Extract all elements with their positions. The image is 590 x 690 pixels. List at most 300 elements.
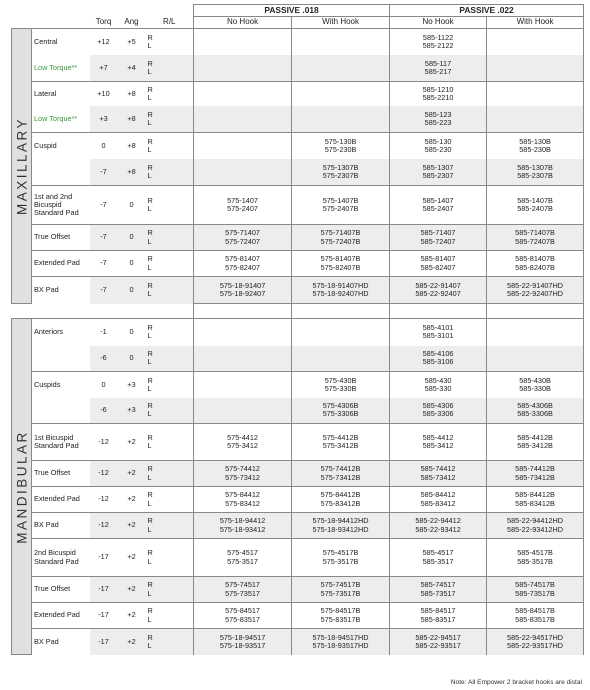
torq-value: -1 [90,319,118,346]
table-row [12,577,584,603]
left-marker: L [147,262,152,272]
left-marker: L [147,144,152,154]
left-marker: L [147,170,152,180]
torq-value: -7 [90,277,118,304]
table-row [12,539,584,577]
tooth-name: BX Pad [32,629,90,655]
part-number-left: 585-330 [424,383,452,393]
part-cell [194,487,292,513]
part-number-right: 585-1122 [422,32,454,42]
right-marker: R [147,349,153,359]
part-number-left: 575-230B [324,144,357,154]
side-rl [146,539,194,577]
part-number-right: 575-4517 [227,548,258,558]
part-cell [194,424,292,461]
part-number-left: 585-3106 [422,357,454,367]
part-number-left: 585-22-93517 [415,640,461,650]
part-cell [292,55,390,82]
right-marker: R [147,490,153,500]
part-number-right: 575-18-94412 [219,516,266,526]
ang-value: +2 [118,603,146,629]
part-number-left: 585-2210 [422,92,454,102]
table-row [12,251,584,277]
part-number-left: 585-82407 [420,262,456,272]
part-cell [194,603,292,629]
part-cell [194,629,292,655]
part-number-left: 585-73517B [515,588,555,598]
left-marker: L [147,66,152,76]
part-number-left: 585-223 [424,117,452,127]
part-number-right: 585-4412B [517,432,553,442]
part-cell [292,603,390,629]
part-number-left: 575-18-92407HD [312,289,369,298]
maxillary-label-text: MAXILLARY [13,116,29,216]
part-cell [194,319,292,346]
maxillary-side-label [12,29,32,304]
part-number-right: 585-430B [519,375,551,385]
tooth-name: 2nd Bicuspid Standard Pad [32,539,90,577]
part-cell [292,539,390,577]
left-marker: L [147,289,152,299]
left-marker: L [147,441,152,450]
part-number-left: 585-83517 [420,614,456,624]
ang-value: 0 [118,277,146,304]
part-number-left: 585-3517B [517,556,553,566]
part-number-right: 575-130B [324,136,357,146]
part-number-left: 575-3517 [227,556,258,566]
torq-value: -17 [90,577,118,603]
part-cell [390,319,487,346]
part-number-left: 585-3412 [422,441,454,450]
tooth-name [32,346,90,372]
part-number-left: 575-3412 [227,441,258,450]
part-number-right: 585-22-94517HD [507,632,564,642]
right-marker: R [147,323,153,333]
tooth-name [32,159,90,186]
part-number-right: 585-74412 [420,464,456,474]
torq-value: -17 [90,539,118,577]
tooth-name: Anteriors [32,319,90,346]
right-marker: R [147,136,153,146]
part-number-left: 575-2307B [322,170,359,180]
part-cell [487,629,584,655]
left-marker: L [147,409,152,419]
right-marker: R [147,58,153,68]
right-marker: R [147,228,153,238]
table-row [12,487,584,513]
part-cell [292,424,390,461]
part-cell [292,82,390,106]
part-cell [194,346,292,372]
right-marker: R [147,580,153,590]
part-cell [194,225,292,251]
part-number-right: 575-4412 [227,432,258,442]
right-marker: R [147,401,153,411]
tooth-name: Cuspids [32,372,90,398]
side-rl [146,319,194,346]
table-row [12,106,584,133]
part-number-left: 585-22-92407HD [507,289,564,298]
part-number-right: 575-18-91407 [219,280,266,290]
side-rl [146,159,194,186]
right-marker: R [147,109,153,119]
torq-value: -12 [90,513,118,539]
torq-value: -12 [90,487,118,513]
mandibular-side-label [12,319,32,655]
part-cell [292,513,390,539]
part-number-left: 585-72407B [515,236,555,246]
part-cell [390,603,487,629]
part-number-left: 585-3101 [422,331,454,341]
part-cell [390,372,487,398]
part-cell [292,106,390,133]
part-number-right: 575-18-94517HD [312,632,369,642]
ang-value: +2 [118,629,146,655]
right-marker: R [147,254,153,264]
part-number-left: 585-217 [424,66,452,76]
ang-value: +2 [118,513,146,539]
part-number-left: 575-18-93412HD [312,524,369,534]
part-cell [390,346,487,372]
group-header-row [12,5,584,17]
ang-value: +8 [118,159,146,186]
part-cell [487,186,584,225]
part-number-left: 585-230 [424,144,452,154]
left-marker: L [147,40,152,50]
left-marker: L [147,614,152,624]
ang-value: +8 [118,106,146,133]
part-cell [390,629,487,655]
part-cell [194,186,292,225]
part-number-right: 585-81407B [515,254,555,264]
part-number-left: 585-83412 [420,498,456,508]
part-cell [292,133,390,159]
ang-value: +3 [118,398,146,424]
part-number-right: 575-74412B [320,464,361,474]
part-number-right: 585-4106 [422,349,454,359]
part-number-left: 585-2407 [422,204,454,213]
part-number-right: 575-84412B [320,490,361,500]
part-number-right: 585-84412 [420,490,456,500]
left-marker: L [147,92,152,102]
part-cell [292,29,390,55]
part-number-right: 585-71407B [515,228,555,238]
table-row [12,461,584,487]
side-rl [146,372,194,398]
torq-value: +7 [90,55,118,82]
part-cell [292,398,390,424]
part-number-right: 585-4517 [422,548,454,558]
bracket-table-container [11,4,584,655]
torq-value: -6 [90,398,118,424]
part-cell [487,277,584,304]
torq-value: +3 [90,106,118,133]
part-cell [292,277,390,304]
right-marker: R [147,464,153,474]
left-marker: L [147,472,152,482]
part-cell [194,55,292,82]
part-number-right: 575-74412 [225,464,260,474]
group-header-022: PASSIVE .022 [390,5,584,17]
mandibular-section [12,319,584,655]
right-marker: R [147,548,153,558]
part-number-right: 575-84412 [225,490,260,500]
part-number-left: 585-3412B [517,441,553,450]
part-number-right: 575-430B [324,375,357,385]
part-cell [487,133,584,159]
tooth-name: True Offset [32,225,90,251]
left-marker: L [147,524,152,534]
table-row [12,159,584,186]
side-rl [146,29,194,55]
ang-value: +2 [118,461,146,487]
part-number-right: 575-4517B [322,548,359,558]
right-marker: R [147,632,153,642]
tooth-name: Extended Pad [32,251,90,277]
tooth-name: Cuspid [32,133,90,159]
part-number-right: 585-22-91407HD [507,280,564,290]
part-number-right: 585-130 [424,136,452,146]
side-rl [146,603,194,629]
part-number-left: 575-83517B [320,614,361,624]
part-number-left: 585-73517 [420,588,456,598]
ang-value: +8 [118,82,146,106]
part-cell [390,186,487,225]
part-cell [487,461,584,487]
right-marker: R [147,516,153,526]
part-cell [390,106,487,133]
part-number-left: 585-82407B [515,262,555,272]
part-cell [390,461,487,487]
part-number-left: 575-73412B [320,472,361,482]
part-number-left: 585-3306 [422,409,454,419]
part-number-left: 585-2407B [517,204,553,213]
part-number-right: 585-1307B [517,162,553,172]
part-number-left: 585-3517 [422,556,454,566]
right-marker: R [147,606,153,616]
part-number-right: 575-4412B [322,432,359,442]
part-number-left: 575-18-93412 [219,524,266,534]
part-number-left: 575-73517B [320,588,361,598]
ang-value: +2 [118,487,146,513]
part-cell [390,225,487,251]
table-row [12,629,584,655]
part-cell [292,186,390,225]
table-row [12,424,584,461]
ang-value: +2 [118,424,146,461]
spacer-row [12,304,584,319]
bracket-table [11,4,584,655]
table-row [12,346,584,372]
side-rl [146,225,194,251]
ang-value: +5 [118,29,146,55]
part-number-left: 585-3306B [517,409,553,419]
part-cell [292,346,390,372]
torq-value: +12 [90,29,118,55]
part-number-left: 585-2122 [422,40,454,50]
torq-value: 0 [90,372,118,398]
part-number-left: 575-3306B [322,409,359,419]
part-number-right: 575-81407 [225,254,260,264]
part-cell [194,82,292,106]
torq-value: 0 [90,133,118,159]
side-rl [146,251,194,277]
ang-value: 0 [118,186,146,225]
side-rl [146,424,194,461]
table-row [12,372,584,398]
tooth-name: BX Pad [32,277,90,304]
table-row [12,29,584,55]
footnote: Note: All Empower 2 bracket hooks are distal [450,679,582,686]
table-row [12,133,584,159]
part-number-left: 575-2407 [227,204,258,213]
part-number-left: 575-82407 [225,262,260,272]
part-number-left: 575-18-92407 [219,289,266,298]
rl-header: R/L [163,16,176,26]
part-cell [487,372,584,398]
subheader-018-with-hook: With Hook [292,17,390,29]
table-row [12,277,584,304]
part-cell [390,513,487,539]
part-number-right: 575-84517B [320,606,361,616]
torq-value: -17 [90,603,118,629]
part-number-right: 585-4101 [422,323,454,333]
part-number-right: 585-71407 [420,228,456,238]
part-number-right: 585-4412 [422,432,454,442]
side-rl [146,513,194,539]
part-number-right: 575-1307B [322,162,359,172]
part-number-right: 575-18-94412HD [312,516,369,526]
part-cell [194,106,292,133]
ang-value: 0 [118,346,146,372]
part-cell [487,603,584,629]
torq-value: -6 [90,346,118,372]
part-number-right: 575-81407B [320,254,361,264]
tooth-name: Central [32,29,90,55]
part-cell [292,577,390,603]
left-marker: L [147,383,152,393]
side-rl [146,106,194,133]
torq-value: -12 [90,424,118,461]
part-cell [487,346,584,372]
torq-value: -12 [90,461,118,487]
torq-value: -7 [90,186,118,225]
part-number-right: 585-1307 [422,162,454,172]
tooth-name: True Offset [32,577,90,603]
part-number-left: 575-73517 [225,588,260,598]
part-cell [487,251,584,277]
side-rl [146,629,194,655]
part-number-right: 575-4306B [322,401,359,411]
table-row [12,513,584,539]
part-cell [194,398,292,424]
part-number-left: 585-22-92407 [415,289,461,298]
left-marker: L [147,236,152,246]
part-cell [487,55,584,82]
side-rl [146,346,194,372]
tooth-name: 1st and 2nd Bicuspid Standard Pad [32,186,90,225]
part-cell [487,539,584,577]
part-cell [292,225,390,251]
part-cell [390,159,487,186]
part-number-left: 575-72407 [225,236,260,246]
maxillary-section [12,29,584,304]
left-marker: L [147,331,152,341]
part-number-left: 575-73412 [225,472,260,482]
ang-value: 0 [118,319,146,346]
part-cell [487,487,584,513]
part-number-left: 585-22-93412HD [507,524,564,534]
part-number-right: 585-81407 [420,254,456,264]
part-number-right: 585-430 [424,375,452,385]
torq-value: -7 [90,251,118,277]
side-rl [146,461,194,487]
part-number-left: 575-3412B [322,441,359,450]
side-rl [146,577,194,603]
part-number-right: 585-1407B [517,195,553,205]
part-number-right: 585-117 [424,58,452,68]
part-number-left: 585-22-93412 [415,524,461,534]
tooth-name: Low Torque** [32,55,90,82]
part-number-left: 575-3517B [322,556,359,566]
part-number-left: 585-230B [519,144,551,154]
part-number-right: 585-1210 [422,84,454,94]
part-number-left: 575-18-93517 [219,640,266,650]
part-number-right: 585-74517B [515,580,555,590]
part-number-right: 585-22-94517 [415,632,461,642]
right-marker: R [147,432,153,442]
part-number-left: 585-330B [519,383,551,393]
part-cell [487,82,584,106]
part-number-right: 575-1407B [322,195,359,205]
part-cell [292,487,390,513]
tooth-name: Extended Pad [32,603,90,629]
part-number-right: 575-71407 [225,228,260,238]
ang-value: +4 [118,55,146,82]
side-rl [146,186,194,225]
part-cell [487,225,584,251]
left-marker: L [147,498,152,508]
right-marker: R [147,195,153,205]
group-header-018: PASSIVE .018 [194,5,390,17]
ang-value: +8 [118,133,146,159]
part-number-right: 585-4306B [517,401,553,411]
torq-value: -7 [90,225,118,251]
tooth-name [32,398,90,424]
part-number-right: 585-84412B [515,490,555,500]
subheader-018-no-hook: No Hook [194,17,292,29]
part-number-left: 575-330B [324,383,357,393]
part-number-right: 575-74517B [320,580,361,590]
table-row [12,225,584,251]
part-cell [390,133,487,159]
part-cell [487,424,584,461]
left-marker: L [147,588,152,598]
part-cell [390,82,487,106]
left-marker: L [147,117,152,127]
part-number-left: 585-22-93517HD [507,640,564,650]
part-cell [194,159,292,186]
table-row [12,55,584,82]
part-number-right: 585-22-91407 [415,280,461,290]
table-row [12,319,584,346]
part-cell [487,513,584,539]
tooth-name: Extended Pad [32,487,90,513]
part-cell [390,424,487,461]
table-row [12,398,584,424]
mandibular-label-text: MANDIBULAR [13,429,29,544]
table-row [12,603,584,629]
